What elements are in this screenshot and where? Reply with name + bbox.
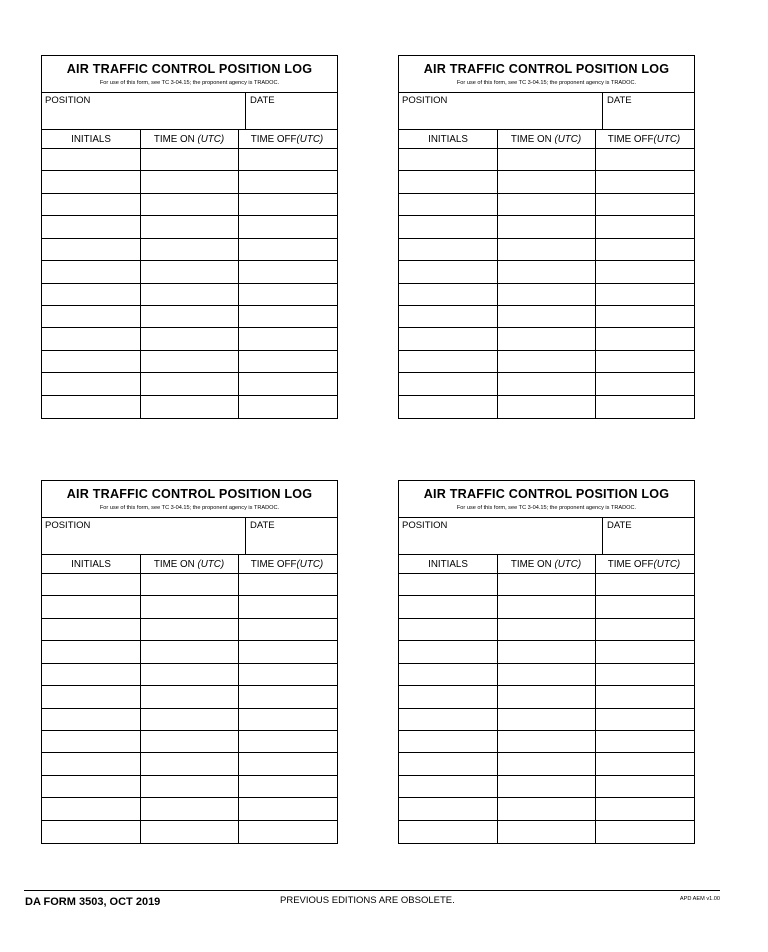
row-rule xyxy=(399,372,694,373)
row-rule xyxy=(399,193,694,194)
row-rule xyxy=(399,797,694,798)
log-subtitle: For use of this form, see TC 3-04.15; the proponent agency is TRADOC. xyxy=(99,80,280,86)
column-rule xyxy=(140,130,141,418)
column-rule xyxy=(238,555,239,843)
row-rule xyxy=(399,283,694,284)
row-rule xyxy=(42,708,337,709)
column-rule xyxy=(140,555,141,843)
row-rule xyxy=(399,350,694,351)
position-date-row xyxy=(42,92,337,130)
date-field[interactable] xyxy=(245,93,337,129)
row-rule xyxy=(42,305,337,306)
row-rule xyxy=(42,260,337,261)
col-initials-header: INITIALS xyxy=(71,134,111,145)
col-time-on-header: TIME ON (UTC) xyxy=(153,559,225,570)
row-rule xyxy=(42,663,337,664)
date-label: DATE xyxy=(250,520,275,531)
column-header-row xyxy=(399,555,694,573)
row-rule xyxy=(399,595,694,596)
position-field[interactable]: POSITION xyxy=(402,95,448,106)
row-rule xyxy=(399,238,694,239)
row-rule xyxy=(399,395,694,396)
row-rule xyxy=(399,820,694,821)
row-rule xyxy=(399,573,694,574)
column-rule xyxy=(497,130,498,418)
position-log-4 xyxy=(398,480,695,844)
position-field[interactable]: POSITION xyxy=(45,520,91,531)
row-rule xyxy=(42,730,337,731)
row-rule xyxy=(399,148,694,149)
row-rule xyxy=(399,730,694,731)
log-subtitle: For use of this form, see TC 3-04.15; the proponent agency is TRADOC. xyxy=(456,505,637,511)
row-rule xyxy=(399,708,694,709)
row-rule xyxy=(42,372,337,373)
log-title: AIR TRAFFIC CONTROL POSITION LOG xyxy=(66,62,313,76)
position-log-1 xyxy=(41,55,338,419)
row-rule xyxy=(42,752,337,753)
col-initials-header: INITIALS xyxy=(428,559,468,570)
date-label: DATE xyxy=(250,95,275,106)
row-rule xyxy=(399,775,694,776)
date-label: DATE xyxy=(607,520,632,531)
position-field[interactable]: POSITION xyxy=(402,520,448,531)
row-rule xyxy=(42,193,337,194)
log-title: AIR TRAFFIC CONTROL POSITION LOG xyxy=(423,62,670,76)
row-rule xyxy=(42,640,337,641)
row-rule xyxy=(42,573,337,574)
column-rule xyxy=(595,130,596,418)
date-field[interactable] xyxy=(602,93,694,129)
col-time-on-header: TIME ON (UTC) xyxy=(510,134,582,145)
column-rule xyxy=(497,555,498,843)
position-date-row xyxy=(42,517,337,555)
row-rule xyxy=(42,350,337,351)
position-date-row xyxy=(399,517,694,555)
row-rule xyxy=(399,663,694,664)
col-time-off-header: TIME OFF(UTC) xyxy=(250,559,324,570)
col-time-off-header: TIME OFF(UTC) xyxy=(250,134,324,145)
row-rule xyxy=(399,685,694,686)
log-title: AIR TRAFFIC CONTROL POSITION LOG xyxy=(66,487,313,501)
row-rule xyxy=(399,260,694,261)
position-log-2 xyxy=(398,55,695,419)
row-rule xyxy=(399,305,694,306)
column-rule xyxy=(238,130,239,418)
row-rule xyxy=(42,595,337,596)
row-rule xyxy=(42,775,337,776)
log-subtitle: For use of this form, see TC 3-04.15; the proponent agency is TRADOC. xyxy=(99,505,280,511)
col-initials-header: INITIALS xyxy=(428,134,468,145)
column-header-row xyxy=(42,130,337,148)
column-header-row xyxy=(399,130,694,148)
col-time-on-header: TIME ON (UTC) xyxy=(153,134,225,145)
row-rule xyxy=(399,752,694,753)
col-initials-header: INITIALS xyxy=(71,559,111,570)
row-rule xyxy=(42,215,337,216)
row-rule xyxy=(42,327,337,328)
row-rule xyxy=(42,820,337,821)
row-rule xyxy=(42,618,337,619)
col-time-on-header: TIME ON (UTC) xyxy=(510,559,582,570)
footer-rule xyxy=(24,890,720,891)
date-field[interactable] xyxy=(602,518,694,554)
row-rule xyxy=(42,170,337,171)
col-time-off-header: TIME OFF(UTC) xyxy=(607,559,681,570)
row-rule xyxy=(399,215,694,216)
row-rule xyxy=(399,618,694,619)
row-rule xyxy=(399,327,694,328)
row-rule xyxy=(42,148,337,149)
log-title: AIR TRAFFIC CONTROL POSITION LOG xyxy=(423,487,670,501)
column-header-row xyxy=(42,555,337,573)
position-date-row xyxy=(399,92,694,130)
row-rule xyxy=(399,170,694,171)
date-label: DATE xyxy=(607,95,632,106)
row-rule xyxy=(42,238,337,239)
log-subtitle: For use of this form, see TC 3-04.15; the proponent agency is TRADOC. xyxy=(456,80,637,86)
position-log-3 xyxy=(41,480,338,844)
column-rule xyxy=(595,555,596,843)
apd-version: APD AEM v1.00 xyxy=(679,896,720,902)
row-rule xyxy=(399,640,694,641)
row-rule xyxy=(42,283,337,284)
row-rule xyxy=(42,395,337,396)
form-id: DA FORM 3503, OCT 2019 xyxy=(25,896,161,908)
row-rule xyxy=(42,685,337,686)
position-field[interactable]: POSITION xyxy=(45,95,91,106)
col-time-off-header: TIME OFF(UTC) xyxy=(607,134,681,145)
editions-note: PREVIOUS EDITIONS ARE OBSOLETE. xyxy=(280,895,455,906)
row-rule xyxy=(42,797,337,798)
date-field[interactable] xyxy=(245,518,337,554)
